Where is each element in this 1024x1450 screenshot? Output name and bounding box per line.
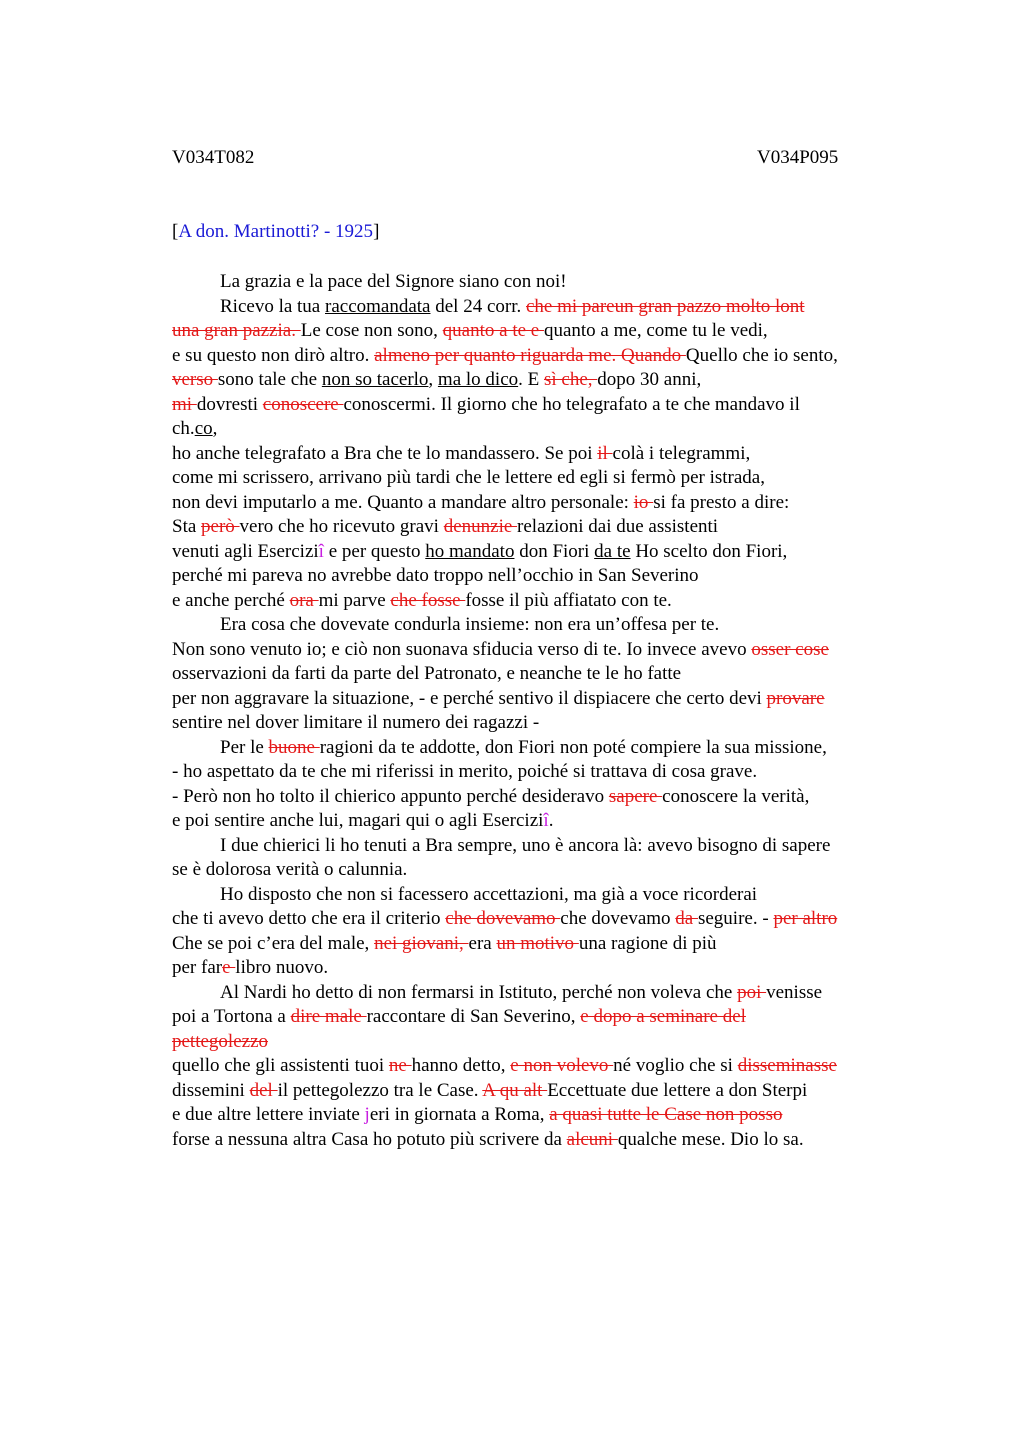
text-line <box>172 442 912 467</box>
text-segment: libro nuovo. <box>235 957 329 978</box>
text-segment: dopo 30 anni, <box>597 369 702 390</box>
text-segment: Ho disposto che non si facessero accettazioni, ma già a voce ricorderai <box>220 883 758 905</box>
text-segment: Che se poi c’era del male, <box>172 932 375 954</box>
text-segment: perché mi pareva no avrebbe dato troppo nell’occhio in San Severino <box>172 565 699 586</box>
text-segment: La grazia e la pace del Signore siano con noi! <box>220 271 567 292</box>
text-line <box>172 368 912 393</box>
text-segment: ho anche telegrafato a Bra che te lo mandassero. Se poi <box>172 442 598 464</box>
text-segment: raccontare di San Severino, <box>366 1006 581 1027</box>
text-segment: e su questo non dirò altro. <box>172 344 375 366</box>
document-code-right: V034P095 <box>757 147 839 168</box>
editor-mark: j <box>364 1104 370 1125</box>
text-line <box>172 270 912 295</box>
text-segment: eri in giornata a Roma, <box>369 1104 550 1125</box>
text-segment: Eccettuate due lettere a don Sterpi <box>547 1079 808 1101</box>
deleted-text: e <box>222 957 236 978</box>
text-line <box>172 932 912 957</box>
text-line <box>172 883 912 908</box>
text-segment: - ho aspettato da te che mi riferissi in merito, poiché si trattava di cosa grave. <box>172 761 758 782</box>
text-segment: Ho scelto don Fiori, <box>630 540 788 562</box>
letter-title <box>172 221 379 243</box>
text-segment: come mi scrissero, arrivano più tardi che le lettere ed egli si fermò per istrada, <box>172 467 765 488</box>
text-line <box>172 515 912 540</box>
deleted-text: alcuni <box>566 1128 618 1150</box>
letter-body <box>172 270 912 1152</box>
text-segment: quanto a me, come tu le vedi, <box>543 320 768 341</box>
deleted-text: almeno per quanto riguarda me. Quando <box>374 344 686 366</box>
deleted-text: il <box>597 442 613 464</box>
text-segment: osservazioni da farti da parte del Patronato, e neanche te le ho fatte <box>172 663 682 684</box>
text-segment: e anche perché <box>172 589 290 611</box>
text-segment: hanno detto, <box>411 1055 511 1076</box>
underlined-text: non so tacerlo <box>321 369 429 390</box>
deleted-text: del <box>249 1079 278 1101</box>
text-segment: relazioni dai due assistenti <box>517 516 719 537</box>
deleted-text: disseminasse <box>737 1055 837 1076</box>
text-segment: fosse il più affiatato con te. <box>465 589 672 611</box>
text-segment: Ricevo la tua <box>220 295 325 317</box>
text-segment: sono tale che <box>217 369 322 390</box>
deleted-text: buone <box>268 736 320 758</box>
deleted-text: poi <box>737 981 767 1003</box>
text-segment: Era cosa che dovevate condurla insieme: non era un’offesa per te. <box>220 614 720 635</box>
text-segment: e poi sentire anche lui, magari qui o agli Esercizi <box>172 810 544 831</box>
text-line <box>172 834 912 859</box>
text-segment: . <box>548 810 554 831</box>
deleted-text: denunzie <box>443 516 518 537</box>
deleted-text: una gran pazzia. <box>172 320 301 341</box>
deleted-text: provare <box>766 687 825 709</box>
deleted-text: da <box>675 908 698 929</box>
text-segment: dovresti <box>196 393 263 415</box>
text-line <box>172 1054 912 1079</box>
text-line <box>172 417 912 442</box>
text-line <box>172 540 912 565</box>
text-line <box>172 785 912 810</box>
deleted-text: io <box>633 491 654 513</box>
text-segment: che ti avevo detto che era il criterio <box>172 908 446 929</box>
text-segment: poi a Tortona a <box>172 1006 291 1027</box>
text-line <box>172 809 912 834</box>
text-line <box>172 736 912 761</box>
text-segment: Le cose non sono, <box>300 320 443 341</box>
text-segment: e due altre lettere inviate <box>172 1104 365 1125</box>
text-line <box>172 564 912 589</box>
text-line <box>172 319 912 344</box>
text-line <box>172 858 912 883</box>
deleted-text: per altro <box>773 908 838 929</box>
text-segment: del 24 corr. <box>430 295 526 317</box>
underlined-text: da te <box>594 540 631 562</box>
deleted-text: verso <box>172 369 218 390</box>
text-line <box>172 956 912 981</box>
text-segment: ch. <box>172 418 195 439</box>
text-line <box>172 981 912 1006</box>
text-segment: Sta <box>172 516 202 537</box>
text-segment: don Fiori <box>514 540 595 562</box>
text-segment: Quello che io sento, <box>685 344 838 366</box>
underlined-text: co <box>194 418 213 439</box>
text-segment: mi parve <box>318 589 391 611</box>
deleted-text: che fosse <box>390 589 466 611</box>
deleted-text: A qu alt <box>482 1079 548 1101</box>
text-segment: ragioni da te addotte, don Fiori non poté compiere la sua missione, <box>319 736 827 758</box>
text-segment: , <box>212 418 218 439</box>
deleted-text: quanto a te e <box>442 320 544 341</box>
text-segment: se è dolorosa verità o calunnia. <box>172 859 408 880</box>
text-line <box>172 295 912 320</box>
text-segment: seguire. - <box>697 908 774 929</box>
text-line <box>172 344 912 369</box>
text-segment: I due chierici li ho tenuti a Bra sempre, uno è ancora là: avevo bisogno di sapere <box>220 834 831 856</box>
deleted-text: a quasi tutte le Case non posso <box>549 1104 783 1125</box>
deleted-text: e dopo a seminare del <box>580 1006 746 1027</box>
text-segment: - Però non ho tolto il chierico appunto perché desideravo <box>172 785 609 807</box>
text-segment: vero che ho ricevuto gravi <box>239 516 444 537</box>
deleted-text: conoscere <box>262 393 344 415</box>
text-line <box>172 589 912 614</box>
text-segment: e per questo <box>323 540 426 562</box>
text-line <box>172 638 912 663</box>
text-segment: Al Nardi ho detto di non fermarsi in Istituto, perché non voleva che <box>220 981 738 1003</box>
text-segment: venuti agli Esercizi <box>172 540 319 562</box>
text-segment: Per le <box>220 736 269 758</box>
text-segment: colà i telegrammi, <box>612 442 751 464</box>
deleted-text: nei giovani, <box>374 932 469 954</box>
text-segment: una ragione di più <box>578 932 717 954</box>
text-segment: conoscere la verità, <box>662 785 810 807</box>
text-segment: non devi imputarlo a me. Quanto a mandare altro personale: <box>172 491 634 513</box>
text-line <box>172 466 912 491</box>
deleted-text: che dovevamo <box>445 908 561 929</box>
text-segment: si fa presto a dire: <box>653 491 790 513</box>
text-line <box>172 687 912 712</box>
text-segment: per non aggravare la situazione, - e perché sentivo il dispiacere che certo devi <box>172 687 767 709</box>
deleted-text: pettegolezzo <box>172 1030 269 1052</box>
deleted-text: ora <box>289 589 319 611</box>
text-line <box>172 1079 912 1104</box>
text-segment: forse a nessuna altra Casa ho potuto più scrivere da <box>172 1128 567 1150</box>
text-segment: per far <box>172 957 223 978</box>
deleted-text: sapere <box>608 785 663 807</box>
title-close-bracket: ] <box>373 221 380 242</box>
deleted-text: osser cose <box>751 638 829 660</box>
editor-mark: î <box>318 540 324 562</box>
document-code-left: V034T082 <box>172 147 255 168</box>
deleted-text: un motivo <box>496 932 579 954</box>
editor-mark: î <box>543 810 549 831</box>
text-segment: , <box>428 369 438 390</box>
deleted-text: però <box>201 516 240 537</box>
title-text: A don. Martinotti? - 1925 <box>178 221 374 242</box>
text-line <box>172 491 912 516</box>
text-segment: conoscermi. Il giorno che ho telegrafato a te che mandavo il <box>343 393 800 415</box>
deleted-text: mi <box>172 393 197 415</box>
text-line <box>172 393 912 418</box>
deleted-text: che mi pareun gran pazzo molto lont <box>526 295 805 317</box>
text-line <box>172 613 912 638</box>
text-line <box>172 760 912 785</box>
text-segment: sentire nel dover limitare il numero dei ragazzi - <box>172 712 540 733</box>
deleted-text: ne <box>388 1055 412 1076</box>
text-segment: era <box>468 932 497 954</box>
deleted-text: sì che, <box>543 369 598 390</box>
text-segment: . E <box>518 369 544 390</box>
text-segment: dissemini <box>172 1079 250 1101</box>
title-open-bracket: [ <box>172 221 179 242</box>
deleted-text: e non volevo <box>510 1055 614 1076</box>
underlined-text: ma lo dico <box>437 369 519 390</box>
text-line <box>172 1103 912 1128</box>
text-segment: venisse <box>766 981 823 1003</box>
underlined-text: ho mandato <box>425 540 515 562</box>
text-line <box>172 907 912 932</box>
text-segment: Non sono venuto io; e ciò non suonava sfiducia verso di te. Io invece avevo <box>172 638 752 660</box>
text-segment: che dovevamo <box>560 908 676 929</box>
text-line <box>172 1005 912 1030</box>
text-segment: il pettegolezzo tra le Case. <box>277 1079 483 1101</box>
text-line <box>172 1128 912 1153</box>
text-segment: quello che gli assistenti tuoi <box>172 1055 389 1076</box>
underlined-text: raccomandata <box>325 295 431 317</box>
text-segment: né voglio che si <box>613 1055 738 1076</box>
text-line <box>172 1030 912 1055</box>
text-segment: qualche mese. Dio lo sa. <box>617 1128 804 1150</box>
text-line <box>172 662 912 687</box>
text-line <box>172 711 912 736</box>
deleted-text: dire male <box>290 1006 367 1027</box>
